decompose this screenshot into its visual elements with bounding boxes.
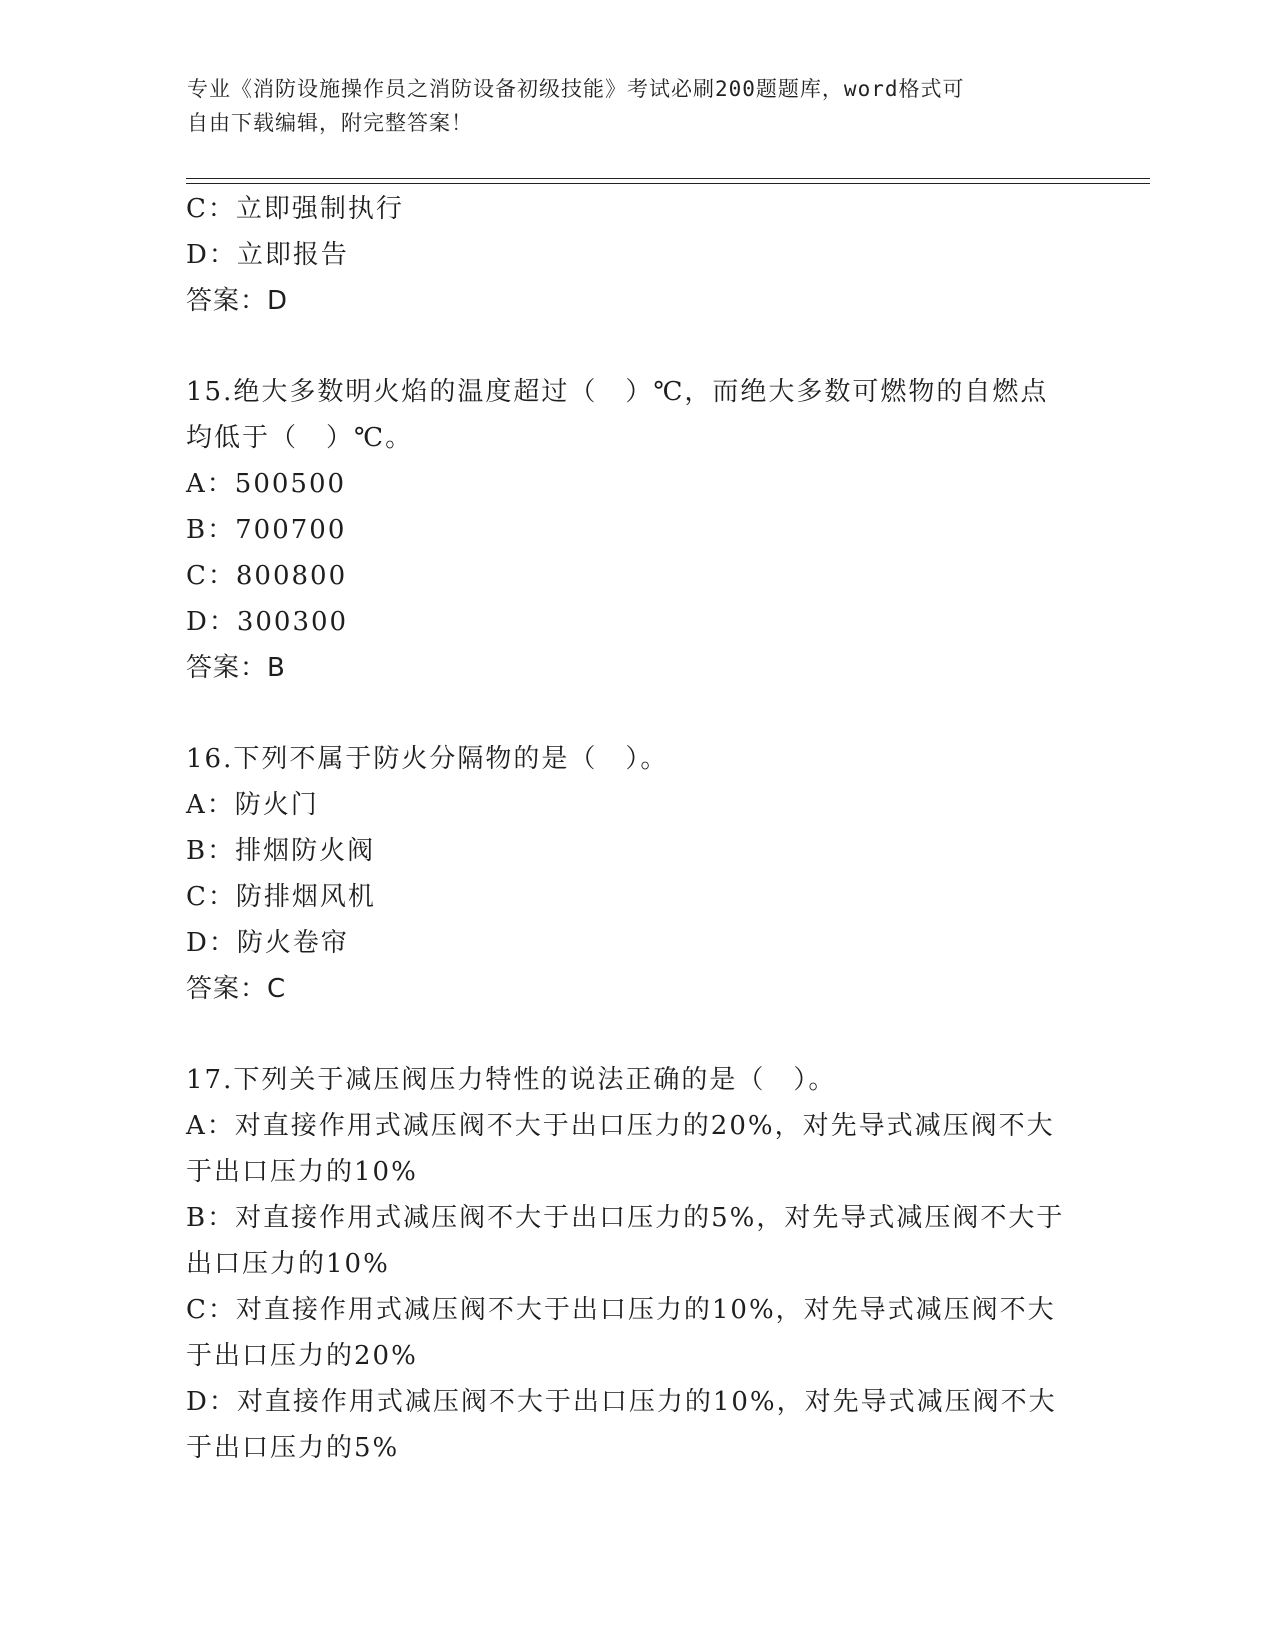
question-14-tail <box>186 186 1086 324</box>
option-c: C：对直接作用式减压阀不大于出口压力的10%，对先导式减压阀不大 <box>186 1295 1056 1325</box>
answer-line: 答案：C <box>186 974 287 1004</box>
question-list <box>186 186 1086 1471</box>
question-17 <box>186 1057 1086 1471</box>
option-d: D：300300 <box>186 607 349 637</box>
option-d-continued: 于出口压力的5% <box>186 1433 400 1463</box>
option-b-continued: 出口压力的10% <box>186 1249 390 1279</box>
question-stem-continued: 均低于（ ）℃。 <box>186 423 414 453</box>
option-c-continued: 于出口压力的20% <box>186 1341 418 1371</box>
question-15 <box>186 369 1086 691</box>
question-stem: 15.绝大多数明火焰的温度超过（ ）℃，而绝大多数可燃物的自燃点 <box>186 377 1049 407</box>
header-title-line-1: 专业《消防设施操作员之消防设备初级技能》考试必刷200题题库，word格式可 <box>187 77 965 101</box>
page-header <box>187 72 1067 140</box>
option-c: C：800800 <box>186 561 348 591</box>
answer-line: 答案：D <box>186 286 289 316</box>
option-a-continued: 于出口压力的10% <box>186 1157 418 1187</box>
header-divider-top <box>186 178 1150 179</box>
option-c: C：防排烟风机 <box>186 882 376 912</box>
header-divider-bottom <box>186 183 1150 184</box>
answer-line: 答案：B <box>186 653 286 683</box>
option-a: A：500500 <box>186 469 347 499</box>
header-title-line-2: 自由下载编辑，附完整答案！ <box>187 111 473 135</box>
option-d: D：防火卷帘 <box>186 928 349 958</box>
option-d: D：对直接作用式减压阀不大于出口压力的10%，对先导式减压阀不大 <box>186 1387 1057 1417</box>
option-a: A：对直接作用式减压阀不大于出口压力的20%，对先导式减压阀不大 <box>186 1111 1055 1141</box>
option-b: B：700700 <box>186 515 347 545</box>
question-stem: 17.下列关于减压阀压力特性的说法正确的是（ ）。 <box>186 1065 837 1095</box>
option-d: D：立即报告 <box>186 240 349 270</box>
option-a: A：防火门 <box>186 790 319 820</box>
question-stem: 16.下列不属于防火分隔物的是（ ）。 <box>186 744 669 774</box>
option-b: B：对直接作用式减压阀不大于出口压力的5%，对先导式减压阀不大于 <box>186 1203 1065 1233</box>
option-b: B：排烟防火阀 <box>186 836 376 866</box>
question-16 <box>186 736 1086 1012</box>
option-c: C：立即强制执行 <box>186 194 404 224</box>
